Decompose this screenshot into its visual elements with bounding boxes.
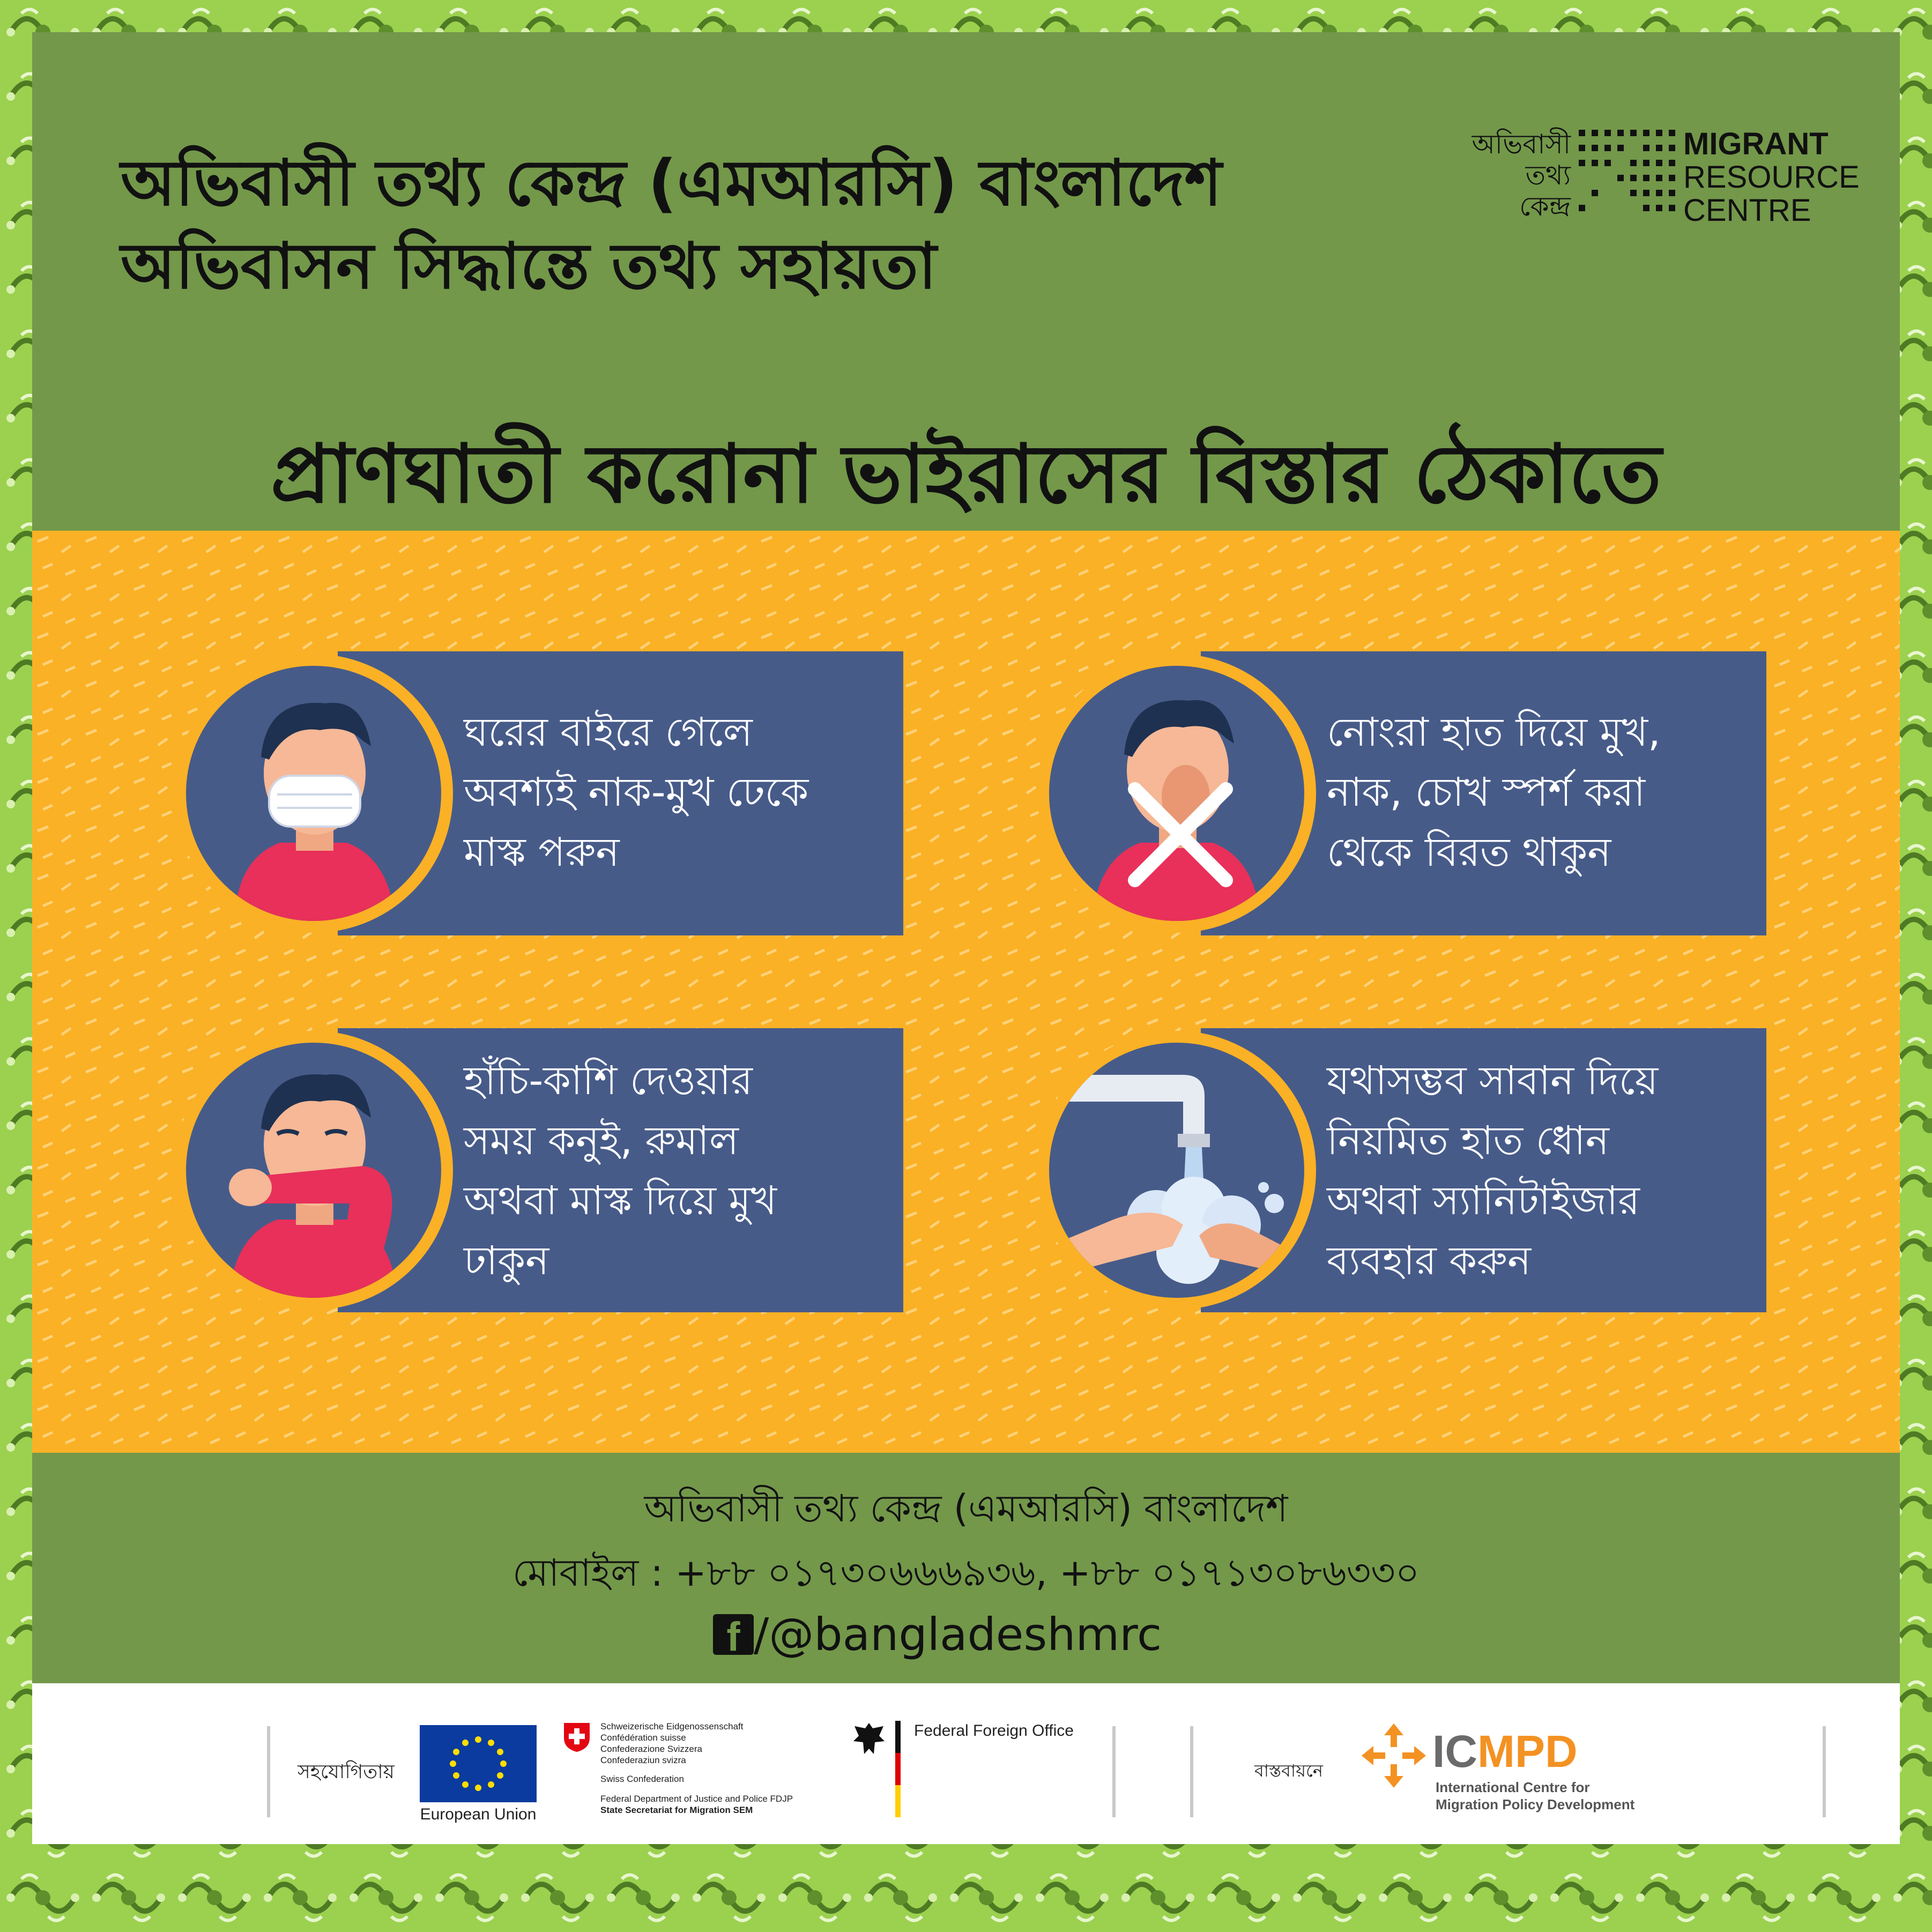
masked-man-icon: [174, 654, 453, 933]
divider-4: [1823, 1726, 1826, 1817]
facebook-icon: f: [713, 1614, 754, 1655]
hand-wash-icon: [1037, 1031, 1316, 1310]
swiss-sem: State Secretariat for Migration SEM: [600, 1805, 753, 1815]
logo-bn-line1: অভিবাসী: [1472, 129, 1571, 160]
facebook-handle: /@bangladeshmrc: [754, 1608, 1162, 1661]
footer-phone: মোবাইল : +৮৮ ০১৭৩০৬৬৬৯৩৬, +৮৮ ০১৭১৩০৮৬৩৩০: [512, 1551, 1420, 1595]
divider-3: [1190, 1726, 1193, 1817]
swiss-block: [600, 1721, 793, 1816]
icmpd-line1: International Centre for: [1436, 1779, 1590, 1795]
logo-en-line1: MIGRANT: [1683, 127, 1829, 161]
eu-flag-icon: [420, 1725, 537, 1802]
swiss-line-2: Confédération suisse: [600, 1733, 686, 1743]
implementation-label: বাস্তবায়নে: [1254, 1760, 1323, 1781]
swiss-shield-icon: [563, 1722, 591, 1753]
footer-facebook[interactable]: [713, 1608, 1162, 1661]
cooperation-label: সহযোগিতায়: [298, 1761, 395, 1783]
german-eagle-icon: [852, 1721, 886, 1757]
tip-text-1: ঘরের বাইরে গেলে অবশ্যই নাক-মুখ ঢেকে মাস্ক পরুন: [464, 709, 809, 875]
footer-org: অভিবাসী তথ্য কেন্দ্র (এমআরসি) বাংলাদেশ: [644, 1487, 1288, 1530]
divider-2: [1112, 1726, 1116, 1817]
german-flag-bar: [895, 1721, 901, 1817]
logo-bengali: [1442, 129, 1571, 222]
swiss-line-3: Confederazione Svizzera: [600, 1744, 702, 1754]
tip-text-2: নোংরা হাত দিয়ে মুখ, নাক, চোখ স্পর্শ করা থেকে বিরত থাকুন: [1327, 709, 1661, 875]
logo-en-line3: CENTRE: [1683, 193, 1811, 228]
icmpd-mpd: MPD: [1477, 1726, 1578, 1777]
swiss-line-1: Schweizerische Eidgenossenschaft: [600, 1721, 744, 1732]
icmpd-ic: IC: [1432, 1726, 1477, 1777]
swiss-fdjp: Federal Department of Justice and Police FDJP: [600, 1794, 793, 1804]
icmpd-wordmark: [1432, 1727, 1578, 1775]
header-title: অভিবাসী তথ্য কেন্দ্র (এমআরসি) বাংলাদেশ: [121, 146, 1222, 220]
logo-bn-line2: তথ্য: [1525, 160, 1571, 191]
cough-elbow-icon: [174, 1031, 453, 1310]
swiss-confed: Swiss Confederation: [600, 1774, 684, 1784]
no-touch-face-icon: [1037, 654, 1316, 933]
logo-en-line2: RESOURCE: [1683, 160, 1860, 195]
icmpd-line2: Migration Policy Development: [1436, 1796, 1635, 1812]
tip-text-4: যথাসম্ভব সাবান দিয়ে নিয়মিত হাত ধোন অথবা স্যানিটাইজার ব্যবহার করুন: [1327, 1058, 1659, 1284]
logo-bn-line3: কেন্দ্র: [1519, 191, 1571, 222]
eu-label: European Union: [420, 1805, 537, 1823]
header-subtitle: অভিবাসন সিদ্ধান্তে তথ্য সহায়তা: [121, 229, 937, 303]
logo-dot-grid-icon: [1579, 130, 1678, 226]
swiss-line-4: Confederaziun svizra: [600, 1755, 686, 1765]
tip-text-3: হাঁচি-কাশি দেওয়ার সময় কনুই, রুমাল অথবা মাস্ক দিয়ে মুখ ঢাকুন: [464, 1058, 777, 1284]
german-office-label: Federal Foreign Office: [914, 1722, 1074, 1740]
icmpd-arrows-icon: [1362, 1723, 1426, 1788]
icmpd-fullname: [1436, 1779, 1634, 1813]
main-title: প্রাণঘাতী করোনা ভাইরাসের বিস্তার ঠেকাতে: [270, 428, 1662, 521]
divider-1: [267, 1726, 270, 1817]
logo-english: [1683, 128, 1860, 227]
